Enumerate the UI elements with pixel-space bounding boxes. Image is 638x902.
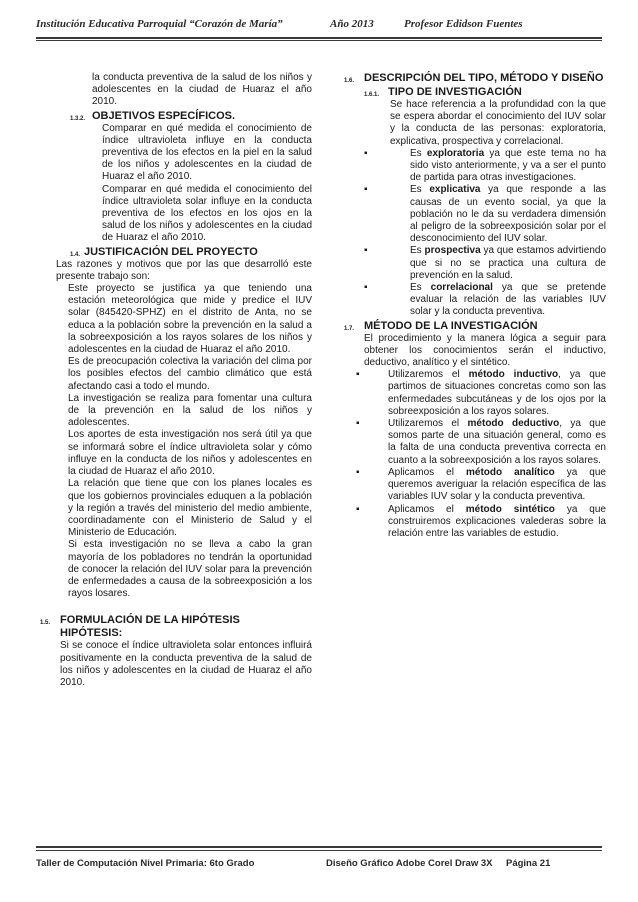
bullet-lead: Utilizaremos el xyxy=(388,369,460,381)
heading-text: MÉTODO DE LA INVESTIGACIÓN xyxy=(364,319,538,332)
heading-number: 1.6. xyxy=(344,78,355,84)
heading-hypothesis-formulation xyxy=(40,614,312,627)
type-bullet-prospective xyxy=(350,245,606,282)
hypothesis-text: Si se conoce el índice ultravioleta solar entonces influirá positivamente en la conducta preventiva de la salud de los niños y adolescentes en la ciudad de Huaraz el año 2010. xyxy=(60,640,312,688)
method-bullet-inductive xyxy=(350,369,606,418)
heading-text: JUSTIFICACIÓN DEL PROYECTO xyxy=(84,245,258,258)
type-bullet-explanatory xyxy=(350,184,606,245)
heading-number: 1.4. xyxy=(70,251,81,258)
bullet-text: , ya que partimos de situaciones concretas como son las enfermedades subcutáneas y de los ojos por la sobreexposición a los rayos solares. xyxy=(388,369,606,417)
bullet-es: Es xyxy=(410,245,422,257)
method-bullet-deductive xyxy=(350,418,606,467)
bullet-term: prospectiva xyxy=(424,245,481,257)
bullet-text: ya que estamos advirtiendo que si no se practica una cultura de prevención en la salud. xyxy=(410,245,607,281)
justification-paragraph: La relación que tiene que con los planes locales es que los gobiernos provinciales eduquen a la población y la región a través del ministerio del medio ambiente, coordinadamente con el Ministerio de Salud y el Ministerio de Educación. xyxy=(68,478,312,539)
type-bullet-correlational xyxy=(350,282,606,319)
footer-page-number: Página 21 xyxy=(506,858,551,869)
page-header xyxy=(36,14,602,34)
header-rule-thin xyxy=(36,40,602,41)
heading-specific-objectives xyxy=(54,110,312,123)
bullet-term: método analítico xyxy=(465,466,555,478)
method-bullet-analytic xyxy=(350,467,606,504)
header-teacher: Profesor Edidson Fuentes xyxy=(404,18,523,30)
method-bullet-synthetic xyxy=(350,504,606,541)
heading-text: OBJETIVOS ESPECÍFICOS. xyxy=(92,109,236,122)
header-rule xyxy=(36,37,602,39)
bullet-text: ya que responde a las causas de un evento social, ya que la población no le da su verdadera dimensión al peligro de la sobreexposición solar por el desconocimiento del IUV solar. xyxy=(410,184,607,245)
bullet-es: Es xyxy=(410,184,422,196)
bullet-text: ya que este tema no ha sido visto anteriormente, y va a ser el punto de partida para otras investigaciones. xyxy=(410,147,607,184)
bullet-term: exploratoria xyxy=(426,147,485,159)
heading-text: DESCRIPCIÓN DEL TIPO, MÉTODO Y DISEÑO xyxy=(364,72,604,84)
research-method-intro: El procedimiento y la manera lógica a seguir para obtener los conocimientos serán el inductivo, deductivo, analítico y el sintético. xyxy=(364,332,606,369)
heading-number: 1.3.2. xyxy=(70,115,86,122)
header-institution: Institución Educativa Parroquial “Corazón de María” xyxy=(36,18,283,30)
footer-rule xyxy=(36,846,602,848)
bullet-lead: Aplicamos el xyxy=(388,503,454,515)
justification-paragraph: La investigación se realiza para fomentar una cultura de la prevención en la salud de los niños y adolescentes. xyxy=(68,392,312,429)
heading-research-type xyxy=(350,86,606,99)
footer-rule-thin xyxy=(36,850,602,851)
bullet-term: método inductivo xyxy=(468,369,559,381)
justification-paragraph: Si esta investigación no se lleva a cabo la gran mayoría de los pobladores no tendrán la oportunidad de conocer la relación del IUV solar para la prevención de enfermedades a causa de la sobreexposición a los rayos losares. xyxy=(68,539,312,600)
hypothesis-label: HIPÓTESIS: xyxy=(60,627,123,640)
bullet-term: método sintético xyxy=(465,503,555,515)
footer-software: Diseño Gráfico Adobe Corel Draw 3X xyxy=(326,858,493,869)
heading-text: FORMULACIÓN DE LA HIPÓTESIS xyxy=(60,614,240,627)
footer-course: Taller de Computación Nivel Primaria: 6to Grado xyxy=(36,858,255,869)
specific-objective-2: Comparar en qué medida el conocimiento del índice ultravioleta solar influye en la conducta preventiva de los efectos en los ojos en la salud de los niños y adolescentes en la ciudad de Huaraz el año 2010. xyxy=(102,183,312,244)
bullet-text: ya que construiremos explicaciones valederas sobre la relación entre las variables de estudio. xyxy=(388,503,606,539)
justification-paragraph: Los aportes de esta investigación nos será útil ya que se informará sobre el índice ultravioleta solar y cómo influye en la conducta de los niños y adolescentes en la ciudad de Huaraz el año 2010. xyxy=(68,429,312,478)
heading-justification xyxy=(54,246,312,259)
specific-objective-1: Comparar en qué medida el conocimiento de índice ultravioleta influye en la conducta preventiva de los efectos en la piel en la salud de los niños y adolescentes en la ciudad de Huaraz el año 2010. xyxy=(102,122,312,183)
bullet-term: explicativa xyxy=(429,184,481,196)
bullet-text: ya que se pretende evaluar la relación de las variables IUV solar y la conducta preventiva. xyxy=(410,282,607,318)
justification-paragraph: Es de preocupación colectiva la variación del clima por los posibles efectos del cambio climático que está afectando casi a todo el mundo. xyxy=(68,356,312,392)
bullet-term: método deductivo xyxy=(467,418,560,430)
heading-type-method-design xyxy=(344,72,606,85)
bullet-text: , ya que somos parte de una situación general, como es la falta de una conducta preventiva correcta en cuanto a la sobreexposición a los rayos solares. xyxy=(388,418,606,466)
bullet-text: ya que queremos averiguar la relación específica de las variables IUV solar y la conducta preventiva. xyxy=(388,466,606,503)
header-year: Año 2013 xyxy=(330,18,374,30)
type-bullet-exploratory xyxy=(350,148,606,185)
heading-number: 1.7. xyxy=(344,325,355,332)
justification-paragraph: Este proyecto se justifica ya que teniendo una estación meteorológica que mide y predice el IUV solar (845420-SPHZ) en el distrito de Anta, no se educa a la población sobre la prevención en la salud a la sobreexposición a los rayos solares de los niños y adolescentes en la ciudad de Huaraz el año 2010. xyxy=(68,283,312,356)
bullet-term: correlacional xyxy=(430,282,493,294)
right-column xyxy=(344,72,607,540)
research-type-intro: Se hace referencia a la profundidad con la que se espera abordar el conocimiento del IUV solar y la conducta de las personas: exploratoria, explicativa, prospectiva y correlacional. xyxy=(390,99,606,147)
bullet-lead: Utilizaremos el xyxy=(388,418,460,430)
justification-intro: Las razones y motivos que por las que desarrolló este presente trabajo son: xyxy=(56,258,312,282)
page-footer xyxy=(36,858,602,872)
heading-number: 1.5. xyxy=(40,620,51,627)
heading-number: 1.6.1. xyxy=(364,92,380,98)
bullet-es: Es xyxy=(410,282,422,294)
bullet-es: Es xyxy=(410,147,422,159)
objective-general-continuation: la conducta preventiva de la salud de los niños y adolescentes en la ciudad de Huaraz el año 2010. xyxy=(92,72,312,108)
heading-research-method xyxy=(344,319,606,333)
left-column xyxy=(40,72,312,689)
bullet-lead: Aplicamos el xyxy=(388,466,454,478)
heading-text: TIPO DE INVESTIGACIÓN xyxy=(388,86,522,98)
